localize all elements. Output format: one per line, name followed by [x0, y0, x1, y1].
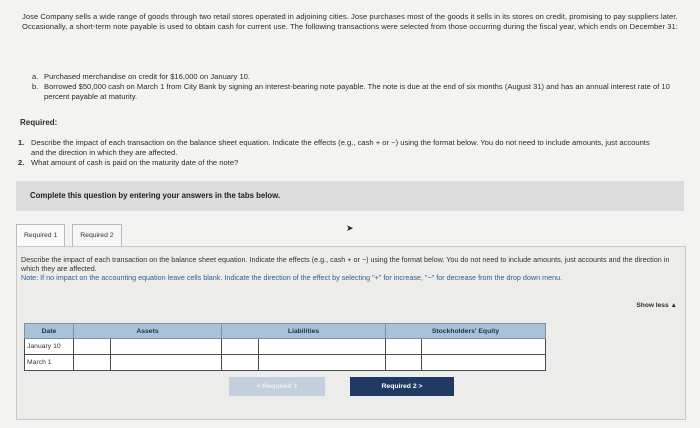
table-header-row [25, 324, 546, 339]
liabilities-direction-select[interactable] [222, 355, 259, 371]
equity-account-input[interactable] [422, 339, 546, 355]
complete-banner: Complete this question by entering your answers in the tabs below. [16, 181, 684, 211]
transaction-label: a. [32, 72, 39, 81]
requirement-item [18, 138, 658, 158]
header-date: Date [25, 324, 74, 339]
assets-account-input[interactable] [111, 339, 222, 355]
header-assets: Assets [74, 324, 222, 339]
requirement-text: What amount of cash is paid on the maturity date of the note? [31, 158, 239, 167]
transaction-list [32, 72, 672, 103]
assets-direction-select[interactable] [74, 339, 111, 355]
transaction-label: b. [32, 82, 39, 92]
liabilities-direction-select[interactable] [222, 339, 259, 355]
header-equity: Stockholders' Equity [386, 324, 546, 339]
answer-table [24, 323, 546, 371]
row-date: January 10 [25, 339, 74, 355]
table-row [25, 339, 546, 355]
header-liabilities: Liabilities [222, 324, 386, 339]
transaction-item [32, 72, 672, 82]
mouse-cursor-icon: ➤ [346, 223, 354, 233]
prev-required-button[interactable]: < Required 1 [229, 377, 325, 396]
requirement-item [18, 158, 658, 168]
required-heading: Required: [20, 118, 58, 127]
row-date: March 1 [25, 355, 74, 371]
show-less-toggle[interactable]: Show less ▲ [636, 302, 677, 309]
requirement-text: Describe the impact of each transaction on the balance sheet equation. Indicate the effects (e.g., cash + or −) using the format below. You do not need to include amounts, just accounts and the direction in which they are affected. [31, 138, 650, 157]
assets-account-input[interactable] [111, 355, 222, 371]
transaction-item [32, 82, 672, 102]
liabilities-account-input[interactable] [259, 339, 386, 355]
panel-instructions [21, 255, 676, 282]
transaction-text: Purchased merchandise on credit for $16,000 on January 10. [44, 72, 251, 81]
transaction-text: Borrowed $50,000 cash on March 1 from City Bank by signing an interest-bearing note payable. The note is due at the end of six months (August 31) and has an annual interest rate of 10 percent payable at maturity. [44, 82, 670, 102]
problem-intro: Jose Company sells a wide range of goods through two retail stores operated in adjoining cities. Jose purchases most of the goods it sells in its stores on credit, promising to pay suppliers later. Occasionally, a short-term note payable is used to obtain cash for current use. The following transactions were selected from those occurring during the fiscal year, which ends on December 31: [22, 12, 678, 32]
requirement-label: 2. [18, 158, 25, 167]
tab-bar [16, 224, 129, 248]
tab-required-2[interactable]: Required 2 [72, 224, 121, 248]
assets-direction-select[interactable] [74, 355, 111, 371]
instruction-text: Describe the impact of each transaction on the balance sheet equation. Indicate the effects (e.g., cash + or −) using the format below. You do not need to include amounts, just accounts and the direction in which they are affected. [21, 255, 670, 273]
table-row [25, 355, 546, 371]
requirement-label: 1. [18, 138, 25, 147]
equity-direction-select[interactable] [386, 355, 422, 371]
answer-panel [16, 246, 686, 420]
liabilities-account-input[interactable] [259, 355, 386, 371]
equity-account-input[interactable] [422, 355, 546, 371]
instruction-note: Note: If no impact on the accounting equation leave cells blank. Indicate the direction of the effect by selecting "+" for increase, "−" for decrease from the drop down menu. [21, 273, 563, 282]
tab-required-1[interactable]: Required 1 [16, 224, 65, 248]
equity-direction-select[interactable] [386, 339, 422, 355]
next-required-button[interactable]: Required 2 > [350, 377, 454, 396]
requirements-list [18, 138, 658, 168]
